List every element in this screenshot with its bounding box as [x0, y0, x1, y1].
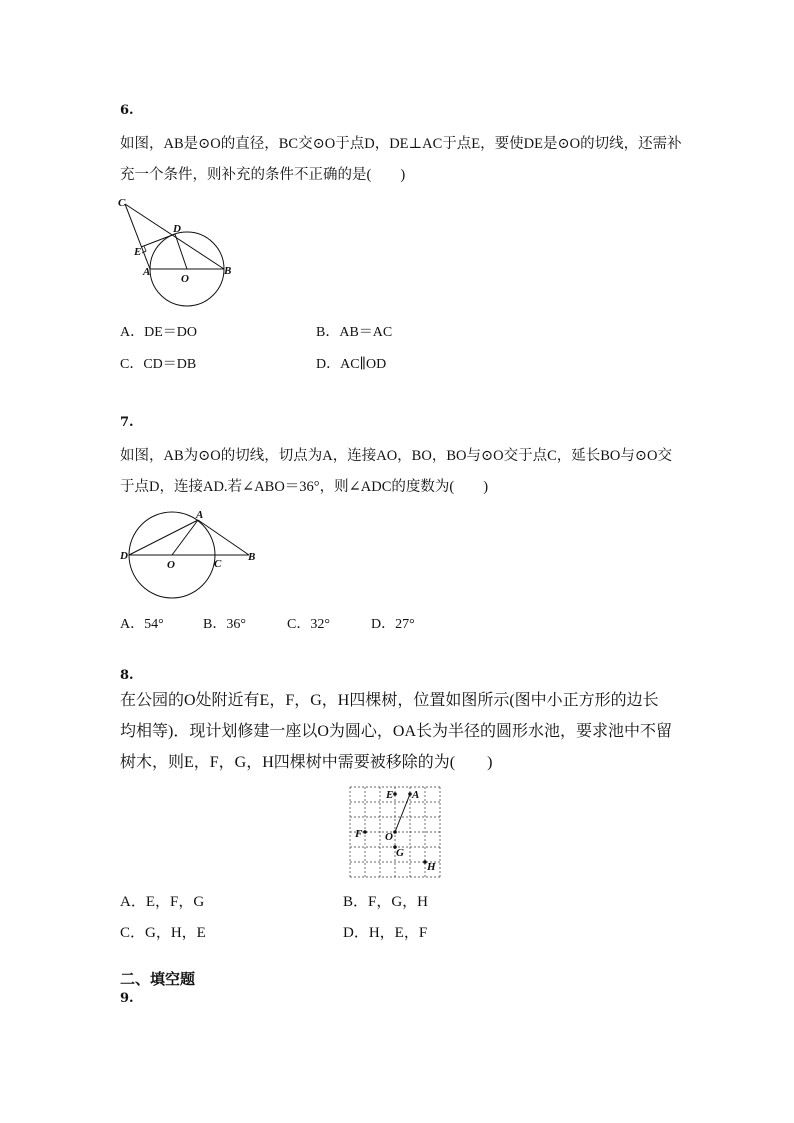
- q7-option-c[interactable]: C．32°: [287, 617, 330, 632]
- question-6-text-line2: 充一个条件，则补充的条件不正确的是( ): [120, 167, 406, 183]
- q6-label-C: C: [118, 197, 126, 209]
- q6-segment-DE: [141, 234, 175, 247]
- q8-label-H: H: [427, 861, 436, 873]
- q6-segment-CB: [125, 204, 224, 269]
- q6-option-a[interactable]: A．DE＝DO: [120, 325, 197, 340]
- q6-label-O: O: [181, 273, 189, 285]
- q7-label-D: D: [120, 550, 128, 562]
- q8-option-c[interactable]: C．G，H，E: [120, 925, 206, 941]
- question-8-number: 8.: [120, 668, 134, 683]
- q7-option-a[interactable]: A．54°: [120, 617, 164, 632]
- question-9-number: 9.: [120, 991, 134, 1006]
- q8-label-E: E: [386, 789, 394, 801]
- question-8-text-line2: 均相等)．现计划修建一座以O为圆心，OA长为半径的圆形水池，要求池中不留: [120, 723, 672, 740]
- q7-label-O: O: [167, 559, 175, 571]
- q6-segment-CA: [125, 204, 150, 269]
- q6-label-E: E: [134, 246, 142, 258]
- q6-label-B: B: [224, 265, 232, 277]
- question-8-text-line3: 树木，则E，F，G，H四棵树中需要被移除的为( ): [120, 754, 493, 771]
- q6-label-A: A: [143, 266, 151, 278]
- q6-option-c[interactable]: C．CD＝DB: [120, 357, 197, 372]
- q6-segment-DO: [175, 234, 187, 269]
- q6-option-d[interactable]: D．AC∥OD: [316, 357, 387, 372]
- q7-label-A: A: [196, 509, 204, 521]
- question-6-figure: [112, 192, 252, 312]
- question-7-number: 7.: [120, 415, 134, 430]
- q7-segment-OA: [172, 520, 198, 555]
- question-6-text-line1: 如图，AB是⊙O的直径，BC交⊙O于点D，DE⊥AC于点E，要使DE是⊙O的切线，还需补: [120, 136, 682, 152]
- q8-option-a[interactable]: A．E，F，G: [120, 894, 205, 910]
- q8-point-F: [363, 830, 367, 834]
- q8-label-F: F: [355, 828, 363, 840]
- q6-label-D: D: [173, 223, 181, 235]
- q8-segment-OA: [395, 794, 410, 832]
- q6-option-b[interactable]: B．AB＝AC: [316, 325, 393, 340]
- q8-label-A: A: [412, 789, 420, 801]
- question-7-text-line1: 如图，AB为⊙O的切线，切点为A，连接AO，BO，BO与⊙O交于点C，延长BO与⊙O交: [120, 448, 673, 464]
- q7-label-B: B: [248, 551, 256, 563]
- q8-point-O: [393, 830, 397, 834]
- section-2-title: 二、填空题: [120, 970, 196, 988]
- q8-option-d[interactable]: D．H，E，F: [343, 925, 428, 941]
- q8-label-O: O: [385, 831, 393, 843]
- question-8-text-line1: 在公园的O处附近有E，F，G，H四棵树，位置如图所示(图中小正方形的边长: [120, 692, 659, 709]
- question-7-text-line2: 于点D，连接AD.若∠ABO＝36°，则∠ADC的度数为( ): [120, 479, 489, 495]
- q8-label-G: G: [396, 847, 404, 859]
- q7-label-C: C: [214, 558, 222, 570]
- q8-point-E: [393, 792, 397, 796]
- q7-segment-DA: [129, 520, 198, 555]
- q7-segment-AB: [198, 520, 249, 555]
- q7-option-b[interactable]: B．36°: [203, 617, 246, 632]
- question-8-grid-figure: [345, 782, 449, 882]
- question-7-figure: [112, 505, 262, 603]
- q7-option-d[interactable]: D．27°: [371, 617, 415, 632]
- question-6-number: 6.: [120, 103, 134, 118]
- q8-option-b[interactable]: B．F，G，H: [343, 894, 429, 910]
